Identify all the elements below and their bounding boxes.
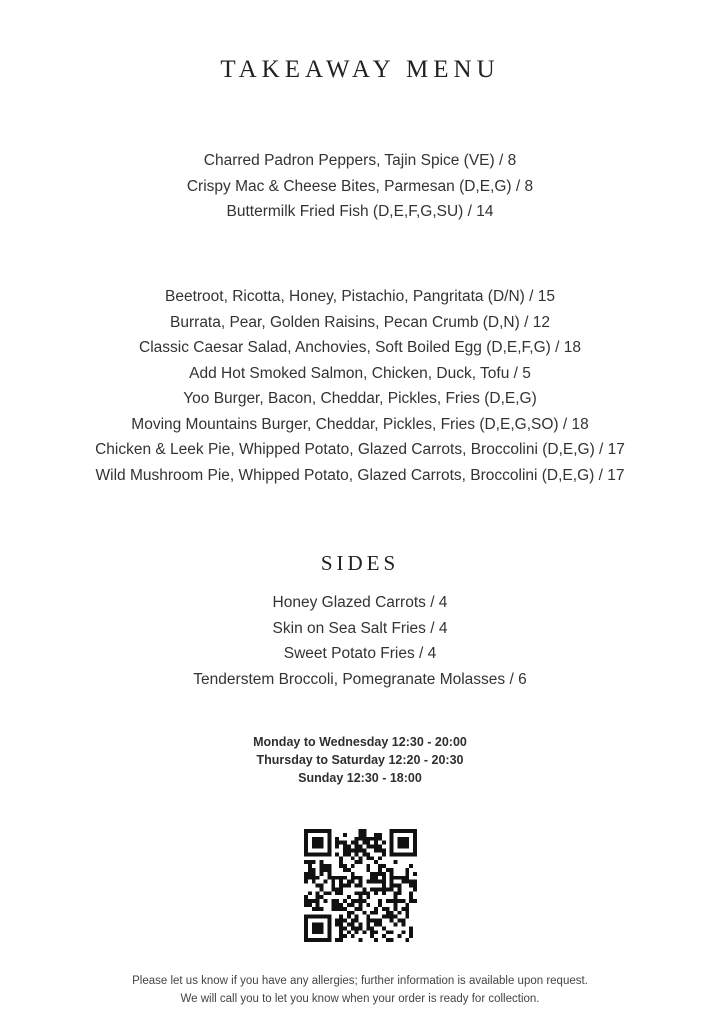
menu-item: Chicken & Leek Pie, Whipped Potato, Glazed Carrots, Broccolini (D,E,G) / 17 (95, 441, 625, 458)
mains-section (0, 284, 720, 488)
menu-item: Honey Glazed Carrots / 4 (272, 594, 448, 611)
menu-item: Add Hot Smoked Salmon, Chicken, Duck, Tofu / 5 (189, 364, 531, 382)
menu-item: Charred Padron Peppers, Tajin Spice (VE) / 8 (203, 152, 517, 169)
menu-item: Yoo Burger, Bacon, Cheddar, Pickles, Fries (D,E,G) (183, 390, 537, 407)
sides-section (0, 590, 720, 692)
menu-item: Sweet Potato Fries / 4 (283, 645, 437, 662)
menu-item: Crispy Mac & Cheese Bites, Parmesan (D,E,G) / 8 (186, 177, 534, 195)
hours-line: Sunday 12:30 - 18:00 (298, 771, 422, 785)
menu-item: Skin on Sea Salt Fries / 4 (272, 619, 448, 637)
menu-item: Wild Mushroom Pie, Whipped Potato, Glazed Carrots, Broccolini (D,E,G) / 17 (95, 466, 625, 484)
hours-line: Thursday to Saturday 12:20 - 20:30 (256, 753, 464, 767)
opening-hours (0, 733, 720, 787)
menu-title: TAKEAWAY MENU (220, 56, 500, 83)
collection-note: We will call you to let you know when your order is ready for collection. (180, 993, 540, 1005)
menu-item: Burrata, Pear, Golden Raisins, Pecan Crumb (D,N) / 12 (170, 313, 550, 331)
allergy-note: Please let us know if you have any allergies; further information is available upon request. (132, 975, 588, 987)
menu-item: Buttermilk Fried Fish (D,E,F,G,SU) / 14 (226, 203, 494, 220)
menu-item: Beetroot, Ricotta, Honey, Pistachio, Pangritata (D/N) / 15 (165, 288, 555, 305)
qr-code-icon[interactable] (304, 829, 417, 942)
starters-section (0, 148, 720, 225)
footer-note (0, 972, 720, 1008)
sides-heading: SIDES (320, 551, 400, 575)
menu-item: Classic Caesar Salad, Anchovies, Soft Boiled Egg (D,E,F,G) / 18 (139, 339, 581, 356)
hours-line: Monday to Wednesday 12:30 - 20:00 (253, 735, 467, 749)
menu-item: Moving Mountains Burger, Cheddar, Pickles, Fries (D,E,G,SO) / 18 (131, 415, 589, 433)
menu-item: Tenderstem Broccoli, Pomegranate Molasses / 6 (193, 670, 527, 688)
